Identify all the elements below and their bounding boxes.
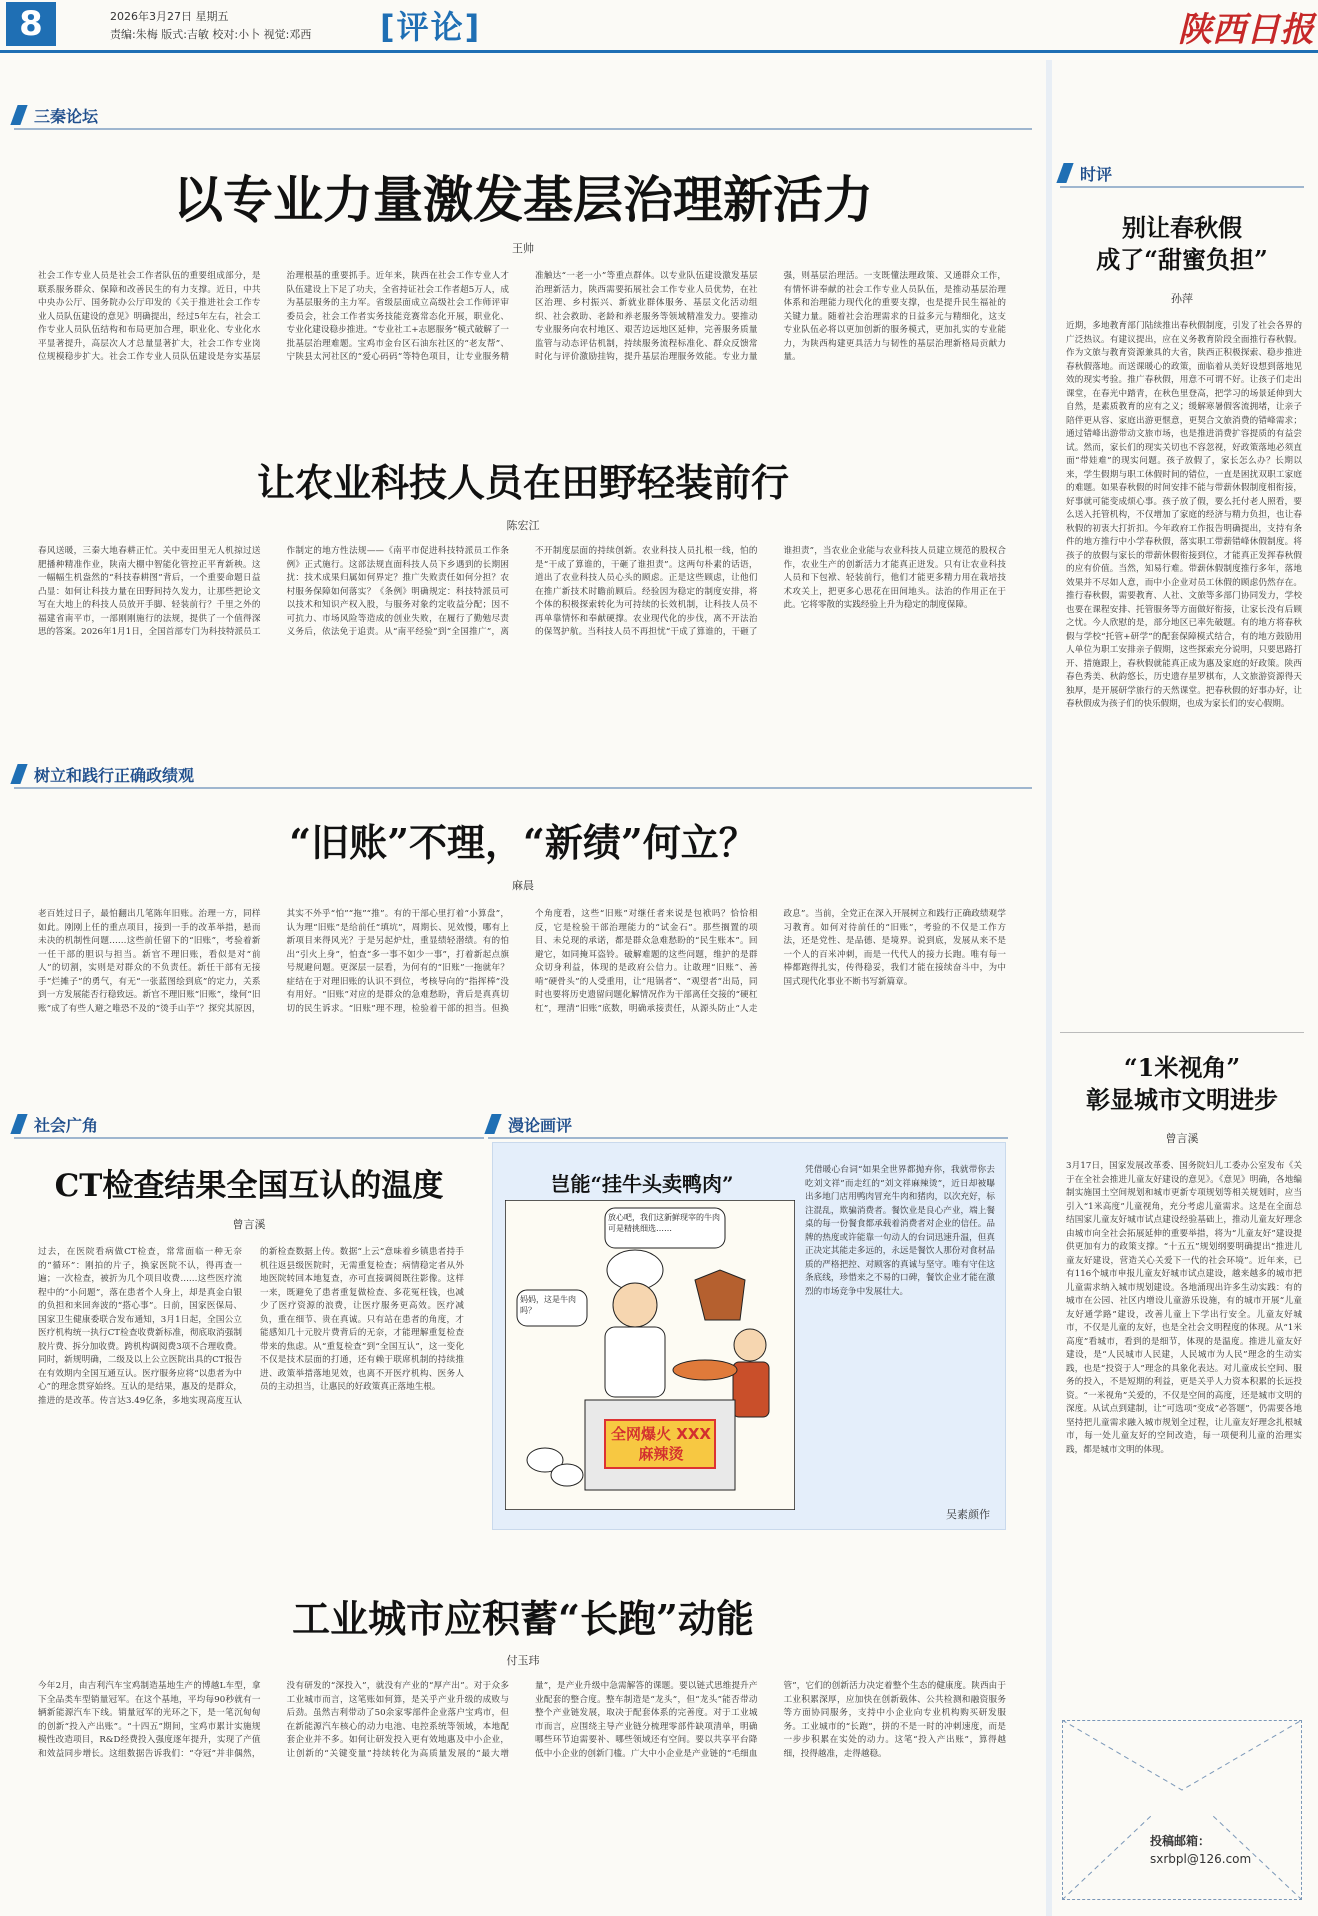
author-s2: 曾言溪 [1165,1132,1199,1145]
article-body-a1: 社会工作专业人员是社会工作者队伍的重要组成部分，是联系服务群众、保障和改善民生的有力支撑。近日，中共中央办公厅、国务院办公厅印发的《关于推进社会工作专业人员队伍建设的意见》明确提出，经过5年左右，社会工作专业人员队伍结构和布局更加合理，职业化、专业化水平显著提升，高层次人才总量显著扩大，社会工作专业岗位规模稳步扩大。社会工作专业人员队伍建设是夯实基层治理根基的重要抓手。近年来，陕西在社会工作专业人才队伍建设上下足了功夫，全省持证社会工作者超5万人，成为基层服务的主力军。省级层面成立高级社会工作师评审委员会，社会工作者实务技能竞赛常态化开展，职业化、专业化建设稳步推进。“专业社工+志愿服务”模式破解了一批基层治理难题。宝鸡市金台区石油东社区的“老友帮”、宁陕县太河社区的“爱心码码”等特色项目，让专业服务精准触达“一老一小”等重点群体。以专业队伍建设激发基层治理新活力，陕西需要拓展社会工作专业人员优势，在社区治理、乡村振兴、新就业群体服务、基层文化活动组织、社会救助、老龄和养老服务等领域精准发力。要推动专业服务向农村地区、艰苦边远地区延伸，完善服务质量监管与动态评估机制，持续服务流程标准化、群众反馈常时化与评价激励挂钩，提升基层治理服务效能。专业力量强，则基层治理活。一支既懂法理政策、又通群众工作，有情怀讲奉献的社会工作专业人员队伍，是推动基层治理体系和治理能力现代化的重要支撑，也是提升民生福祉的关键力量。随着社会治理需求的日益多元与精细化，这支专业队伍必将以更加创新的服务模式，更加扎实的专业能力，为陕西构建更具活力与韧性的基层治理新格局贡献力量。 [38,271,1006,362]
headline-a2: 让农业科技人员在田野轻装前行 [256,460,789,505]
mail-address[interactable]: sxrbpl@126.com [1150,1852,1252,1866]
header-rule [0,50,1318,53]
section-tag-zhengji: 树立和践行正确政绩观 [14,763,1032,785]
section-tag-sanqin: 三秦论坛 [14,104,1032,126]
headline-a4: CT检查结果全国互认的温度 [54,1168,444,1204]
author-a4: 曾言溪 [232,1218,266,1231]
article-body-s1: 近期，多地教育部门陆续推出春秋假制度，引发了社会各界的广泛热议。有建议提出，应在义务教育阶段全面推行春秋假。作为文旅与教育资源兼具的大省，陕西正积极探索、稳步推进春秋假落地。而送课暖心的政策，面临着从美好设想到落地见效的现实考验。推广春秋假，用意不可谓不好。让孩子们走出课堂，在春光中踏青，在秋色里登高，把学习的场景延伸到大自然，是素质教育的应有之义；缓解寒暑假客流拥堵，让亲子陪伴更从容、家庭出游更惬意，更契合文旅消费的错峰需求；通过错峰出游带动文旅市场，也是推进消费扩容提质的有益尝试。然而，家长们的现实关切也不容忽视，好政策落地必须直面“带娃难”的现实问题。孩子放假了，家长怎么办？长期以来，学生假期与职工休假时间的错位，一直是困扰双职工家庭的难题。如果春秋假的时间安排不能与带薪休假制度相衔接，好事就可能变成烦心事。孩子放了假，要么托付老人照看，要么送入托管机构，不仅增加了家庭的经济与精力负担，也让春秋假的初衷大打折扣。今年政府工作报告明确提出，支持有条件的地方推行中小学春秋假，落实职工带薪错峰休假制度。将孩子的放假与家长的带薪休假衔接到位，才能真正发挥春秋假的应有价值。当然，知易行难。带薪休假制度推行多年，落地效果并不尽如人意，而中小企业对员工休假的顾虑仍然存在。推行春秋假，需要教育、人社、文旅等多部门协同发力，学校也要在课程安排、托管服务等方面做好衔接，让家长没有后顾之忧。今人欣慰的是，部分地区已率先破题。有的地方将春秋假与学校“托管+研学”的配套保障模式结合，有的地方鼓励用人单位为职工安排亲子假期，这些探索充分说明，只要思路打开、措施跟上，春秋假就能真正成为惠及家庭的好政策。陕西春色秀美、秋韵悠长，历史遗存星罗棋布，人文旅游资源得天独厚，是开展研学旅行的天然课堂。把春秋假的好事办好，让春秋假成为孩子们的快乐假期，也成为家长们的安心假期。 [1066,321,1302,709]
author-a2: 陈宏江 [506,519,540,532]
cartoon-author: 吴素颜作 [946,1508,990,1521]
author-s1: 孙萍 [1171,292,1193,305]
mail-label: 投稿邮箱： [1150,1834,1211,1848]
tag-rule [488,1137,1008,1139]
headline-a1: 以专业力量激发基层治理新活力 [173,170,873,229]
page-header [0,0,1318,52]
envelope-icon [1062,1720,1302,1900]
article-body-a3: 老百姓过日子，最怕翻出几笔陈年旧账。治理一方，同样如此。刚刚上任的重点项目，接到一手的改革举措，悬而未决的机制性问题……这些前任留下的“旧账”，考验着新一任干部的胆识与担当。新官不理旧账，看似是对“前人”的切割，实则是对群众的不负责任。新任干部有无接手“烂摊子”的勇气，有无“一张蓝图绘到底”的定力，关系到一方发展能否行稳致远。新官不理旧账“旧账”，缘何“旧账”成了有些人避之唯恐不及的“烫手山芋”？探究其原因，其实不外乎“怕”“拖”“推”。有的干部心里打着“小算盘”，认为理“旧账”是给前任“填坑”，周期长、见效慢，哪有上新项目来得风光？于是另起炉灶，重显绩轻潜绩。有的怕出“引火上身”，怕查“多一事不如少一事”，打着新起点旗号规避问题。更深层一层看，为何有的“旧账”一拖就年？症结在于对理旧账的认识不到位，考核导向的“指挥棒”没有用好。“旧账”对应的是群众的急难愁盼，背后是真真切切的民生诉求。“旧账”理不理，检验着干部的担当。但换个角度看，这些“旧账”对继任者来说是包袱吗？恰恰相反，它是检验干部治理能力的“试金石”。那些搁置的项目、未兑现的承诺，都是群众急难愁盼的“民生账本”。回避它，如同掩耳盗铃。破解难题的这些问题，维护的是群众切身利益，体现的是政府公信力。让敢理“旧账”、善啃“硬骨头”的人受重用，让“甩锅者”、“观望者”出局，同时也要将历史遗留问题化解情况作为干部离任交接的“硬杠杠”，理清“旧账”底数，明确承接责任，从源头防止“人走政息”。当前，全党正在深入开展树立和践行正确政绩观学习教育。如何对待前任的“旧账”，考验的不仅是工作方法，还是党性、是品德、是境界。说到底，发展从来不是一个人的百米冲刺，而是一代代人的接力长跑。唯有每一棒都跑得扎实，传得稳妥，我们才能在接续奋斗中，为中国式现代化事业不断书写新篇章。 [38,909,1006,1014]
section-tag-shehui: 社会广角 [14,1113,484,1135]
cart-banner: 全网爆火 XXX麻辣烫 [611,1425,711,1463]
headline-s2-line2: 彰显城市文明进步 [1086,1085,1278,1114]
article-body-a2: 春风送暖，三秦大地春耕正忙。关中麦田里无人机掠过送肥播种精准作业，陕南大棚中智能化管控正平育新秧。这一幅幅生机盎然的“科技春耕图”背后，一个重要命题日益凸显：如何让科技力量在田野间持久发力，让那些把论文写在大地上的科技人员放开手脚、轻装前行？千里之外的福建省南平市，一部刚刚施行的法规，提供了一个值得深思的答案。2026年1月1日，全国首部专门为科技特派员工作制定的地方性法规——《南平市促进科技特派员工作条例》正式施行。这部法规直面科技人员下乡遇到的长期困扰：技术成果归属如何界定？推广失败责任如何分担？农村服务保障如何落实？《条例》明确规定：科技特派员可以技术和知识产权入股，与服务对象约定收益分配；因不可抗力、市场风险等造成的创业失败，在履行了勤勉尽责义务后，依法免于追责。从“南平经验”到“全国推广”，离不开制度层面的持续创新。农业科技人员扎根一线，怕的是“干成了算谁的，干砸了谁担责”。这两句朴素的话语，道出了农业科技人员心头的顾虑。正是这些顾虑，让他们在推广新技术时瞻前顾后。经验因为稳定的制度安排，将个体的积极探索转化为可持续的长效机制，让科技人员不再单靠情怀和奉献硬撑。农业现代化的步伐，离不开法治的保驾护航。当科技人员不再担忧“干成了算谁的，干砸了谁担责”，当农业企业能与农业科技人员建立规范的股权合作，农业生产的创新活力才能真正迸发。只有让农业科技人员和下包袱、轻装前行，他们才能更多精力用在栽培技术攻关上，把更多心思花在田间地头。法治的作用正在于此。它将零散的实践经验上升为稳定的制度保障。 [38,546,1006,637]
cartoon-body: 凭借暖心台词“如果全世界都抛弃你，我就带你去吃刘文祥”而走红的“刘文祥麻辣烫”，近日却被曝出多地门店用鸭肉冒充牛肉和猪肉，以次充好，标注混乱，欺骗消费者。餐饮业是良心产业，端上餐桌的每一份餐食都承载着消费者对企业的信任。品牌的热度或许能靠一句动人的台词迅速升温，但真正决定其能走多远的，永远是餐饮人那份对食材品质的严格把控、对顾客的真诚与坚守。唯有守住这条底线，珍惜来之不易的口碑，餐饮企业才能在激烈的市场竞争中发展壮大。 [805,1165,995,1297]
headline-a5: 工业城市应积蓄“长跑”动能 [292,1596,754,1641]
newspaper-logo: 陕西日报 [1178,10,1314,50]
section-tag-shiping: 时评 [1060,162,1304,184]
tag-rule [1060,186,1304,188]
tag-rule [14,1137,484,1139]
page-number: 8 [6,2,56,46]
editors-line: 责编:朱梅 版式:吉敏 校对:小卜 视觉:邓西 [110,28,312,41]
section-tag-manhua: 漫论画评 [488,1113,1008,1135]
headline-s2-line1: “1米视角” [1123,1053,1241,1082]
child-speech-bubble: 妈妈，这是牛肉吗？ [520,1295,576,1315]
article-body-a5: 今年2月，由吉利汽车宝鸡制造基地生产的博越L车型，拿下全品类车型销量冠军。在这个基地，平均每90秒就有一辆新能源汽车下线。销量冠军的光环之下，是一笔沉甸甸的创新“投入产出账”。“十四五”期间，宝鸡市累计实施规模性改造项目，R&D经费投入强度逐年提升，实现了产值和效益同步增长。这组数据告诉我们：“夺冠”并非偶然，没有研发的“深投入”，就没有产业的“厚产出”。对于众多工业城市而言，这笔账如何算，是关乎产业升级的成败与后劲。虽然吉利带动了50余家零部件企业落户宝鸡市，但在新能源汽车核心的动力电池、电控系统等领域，本地配套企业并不多。如何让研发投入更有效地惠及中小企业，让创新的“关键变量”持续转化为高质量发展的“最大增量”，是产业升级中急需解答的课题。要以链式思维提升产业配套的整合度。整车制造是“龙头”，但“龙头”能否带动整个产业链发展，取决于配套体系的完善度。对于工业城市而言，应围绕主导产业链分梳理零部件缺项清单，明确哪些环节迫需要补、哪些领域还有空间。要以共享平台降低中小企业的创新门槛。广大中小企业是产业链的“毛细血管”，它们的创新活力决定着整个生态的健康度。陕西由于工业积累深厚，应加快在创新载体、公共检测和融资服务等方面协同服务，支持中小企业向专业机构购买研发服务。工业城市的“长跑”，拼的不是一时的冲刺速度，而是一步步积累在实处的动力。这笔“投入产出账”，算得越细，投得越准，走得越稳。 [38,1681,1006,1759]
tag-rule [14,787,1032,789]
author-a1: 王帅 [512,242,534,255]
headline-a3: “旧账”不理，“新绩”何立？ [289,820,757,865]
article-body-s2: 3月17日，国家发展改革委、国务院妇儿工委办公室发布《关于在全社会推进儿童友好建设的意见》。《意见》明确，各地编制实施国土空间规划和城市更新专项规划等相关规划时，应当引入“1米高度”儿童视角，充分考虑儿童需求。这是在全面总结国家儿童友好城市试点建设经验基础上，推动儿童友好理念由城市向全社会拓展延伸的重要举措，将为“儿童友好”建设提供更加有力的政策支撑。“十五五”规划纲要明确提出“推进儿童友好建设，营造关心关爱下一代的社会环境”。近年来，已有116个城市申报儿童友好城市试点建设，越来越多的城市把儿童需求纳入城市规划建设。各地涌现出许多生动实践：有的城市在公园、社区内增设儿童游乐设施，有的城市开展“儿童友好通学路”建设，改善儿童上下学出行安全。儿童友好城市，不仅是儿童的友好，也是全社会文明程度的体现。从“1米高度”看城市，看到的是细节，体现的是温度。推进儿童友好建设，是“人民城市人民建，人民城市为人民”理念的生动实践，也是“投资于人”理念的具象化表达。对儿童成长空间、服务的投入，不是短期的利益，更是关乎人力资本积累的长远投资。“一米视角”关爱的，不仅是空间的高度，还是城市文明的深度。从试点到建制，让“可选项”变成“必答题”，仍需要各地坚持把儿童需求融入城市规划全过程，让儿童友好理念扎根城市，每一处儿童友好的空间改造，每一项便利儿童的治理实践，都是城市文明的体现。 [1066,1161,1302,1455]
section-title: [评论] [380,8,482,46]
date-line: 2026年3月27日 星期五 [110,10,229,23]
article-body-a4: 过去，在医院看病做CT检查，常常面临一种无奈的“循环”：刚拍的片子，换家医院不认，得再查一遍；一次检查，被折为几个项目收费……这些医疗流程中的“小问题”，落在患者个人身上，却是真金白银的负担和来回奔波的“搭心事”。日前，国家医保局、国家卫生健康委联合发布通知，3月1日起，全国公立医疗机构统一执行CT检查收费新标准，彻底取消强制胶片费、拆分加收费。跨机构调阅费3项不合理收费。同时，新规明确，二级及以上公立医院出具的CT报告在有效期内全国互通互认。医疗服务应将“以患者为中心”的理念贯穿始终。互认的是结果，惠及的是群众，推进的是改革。传言达3.49亿条，多地实现高度互认的新检查数据上传。数据“上云”意味着乡镇患者持手机往返县级医院时，无需重复检查；病情稳定者从外地医院转回本地复查，亦可直接调阅既往影像。这样一来，既避免了患者重复做检查、多花冤枉钱，也减少了医疗资源的浪费，让医疗服务更高效。医疗减负，重在细节、贵在真诚。只有站在患者的角度，才能感知几十元胶片费背后的无奈，才能理解重复检查带来的焦虑。从“重复检查”到“全国互认”，这一变化不仅是技术层面的打通，还有赖于联席机制的持续推进、政策举措落地见效，也离不开医疗机构、医务人员的主动担当，让惠民的好政策真正落地生根。 [38,1247,464,1406]
chef-speech-bubble: 放心吧，我们这新鲜现宰的牛肉可是精挑细选…… [608,1213,720,1233]
column-divider [1046,60,1052,1916]
column-rule [1060,1032,1304,1033]
author-a5: 付玉玮 [506,1654,540,1667]
headline-s1-line2: 成了“甜蜜负担” [1096,245,1268,274]
cartoon-title: 岂能“挂牛头卖鸭肉” [550,1172,734,1196]
headline-s1-line1: 别让春秋假 [1122,213,1242,242]
author-a3: 麻晨 [512,879,534,892]
tag-rule [14,128,1032,130]
